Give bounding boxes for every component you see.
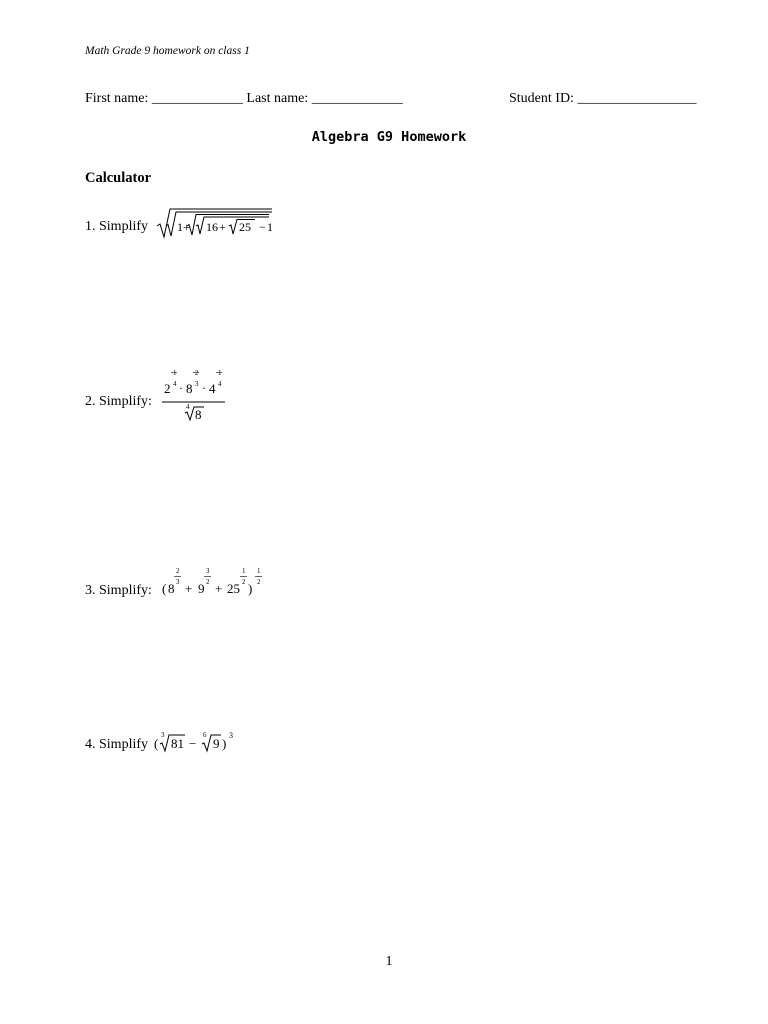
exponent-numerator: 1 <box>242 567 246 575</box>
section-heading: Calculator <box>85 170 152 186</box>
exponent-denominator: 2 <box>206 578 210 586</box>
open-paren: ( <box>154 736 159 751</box>
radicand: 9 <box>213 736 220 751</box>
exponent-denominator: 4 <box>218 380 222 388</box>
problem-3-expression <box>162 566 270 602</box>
base: 9 <box>198 581 205 596</box>
minus-sign: − <box>259 220 266 234</box>
outer-exponent-denominator: 2 <box>257 578 261 586</box>
problem-4-label: 4. Simplify <box>85 737 149 752</box>
exponent-fraction-bars <box>162 566 270 602</box>
exponent-denominator: 4 <box>173 380 177 388</box>
root-index: 4 <box>186 403 190 411</box>
base: 2 <box>164 381 171 396</box>
exponent-numerator: 2 <box>176 567 180 575</box>
term-sixteen: 16 <box>206 220 218 234</box>
plus-sign: + <box>219 220 226 234</box>
outer-exponent: 3 <box>229 731 233 740</box>
page-number: 1 <box>385 954 393 969</box>
page-title: Algebra G9 Homework <box>311 129 467 145</box>
problem-2-expression <box>162 368 228 426</box>
problem-3-label: 3. Simplify: <box>85 583 152 598</box>
root-index: 3 <box>161 731 165 739</box>
radicand: 81 <box>171 736 184 751</box>
multiplication-dot: · <box>202 381 206 395</box>
plus-sign: + <box>215 581 223 596</box>
exponent-numerator: 2 <box>195 369 199 377</box>
term-twenty-five: 25 <box>239 220 251 234</box>
close-paren: ) <box>222 736 227 751</box>
term-one: 1 <box>267 220 273 234</box>
plus-sign: + <box>185 581 193 596</box>
exponent-numerator: 3 <box>206 567 210 575</box>
base: 8 <box>186 381 193 396</box>
problem-1-expression <box>156 205 278 239</box>
close-paren: ) <box>248 581 253 596</box>
exponent-denominator: 2 <box>242 578 246 586</box>
base: 4 <box>209 381 216 396</box>
base: 8 <box>168 581 175 596</box>
exponent-denominator: 3 <box>176 578 180 586</box>
last-name-field[interactable]: Last name: _____________ <box>246 91 403 106</box>
root-index: 6 <box>203 731 207 739</box>
term-one: 1 <box>177 220 183 234</box>
student-id-field[interactable]: Student ID: _________________ <box>509 91 697 106</box>
problem-1-label: 1. Simplify <box>85 219 149 234</box>
radical-signs <box>154 727 240 755</box>
problem-4-expression <box>154 727 240 755</box>
plus-sign: + <box>183 220 190 234</box>
base: 25 <box>227 581 240 596</box>
exponent-numerator: 1 <box>218 369 222 377</box>
exponent-denominator: 3 <box>195 380 199 388</box>
problem-2-label: 2. Simplify: <box>85 394 152 409</box>
radicand: 8 <box>195 407 202 422</box>
header-note: Math Grade 9 homework on class 1 <box>85 45 250 57</box>
open-paren: ( <box>162 581 167 596</box>
multiplication-dot: · <box>179 381 183 395</box>
outer-exponent-numerator: 1 <box>257 567 261 575</box>
name-fields <box>85 91 403 107</box>
first-name-field[interactable]: First name: _____________ <box>85 91 243 106</box>
minus-sign: − <box>189 736 197 751</box>
exponent-numerator: 1 <box>173 369 177 377</box>
